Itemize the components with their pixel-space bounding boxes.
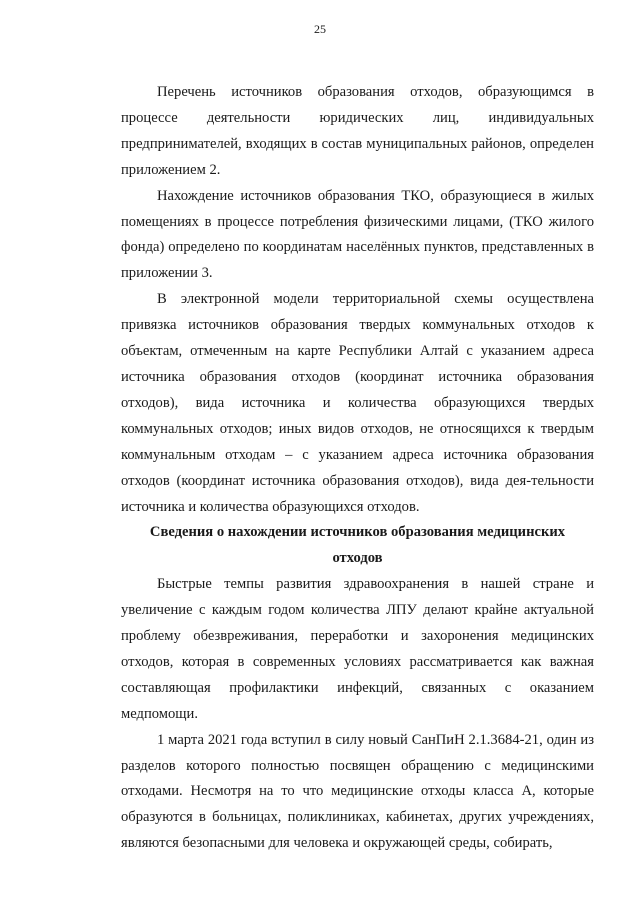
- document-body: [121, 80, 594, 857]
- paragraph-sanpin-2021: 1 марта 2021 года вступил в силу новый СанПиН 2.1.3684-21, один из разделов которого полностью посвящен обращению с медицинскими отходами. Несмотря на то что медицинские отходы класса А, которые образуются в больницах, поликлиниках, кабинетах, других учреждениях, являются безопасными для человека и окружающей среды, собирать,: [121, 731, 594, 852]
- paragraph-tko-sources-location: Нахождение источников образования ТКО, образующиеся в жилых помещениях в процессе потребления физическими лицами, (ТКО жилого фонда) определено по координатам населённых пунктов, представленных в приложении 3.: [121, 187, 594, 282]
- paragraph-healthcare-growth: Быстрые темпы развития здравоохранения в нашей стране и увеличение с каждым годом количества ЛПУ делают крайне актуальной проблему обезвреживания, переработки и захоронения медицинских отходов, которая в современных условиях рассматривается как важная составляющая профилактики инфекций, связанных с оказанием медпомощи.: [121, 576, 594, 722]
- paragraph-electronic-model: В электронной модели территориальной схемы осуществлена привязка источников образования твердых коммунальных отходов к объектам, отмеченным на карте Республики Алтай с указанием адреса источника образования отходов (координат источника образования отходов), вида источника и количества образующихся твердых коммунальных отходов; иных видов отходов, не относящихся к твердым коммунальным отходам – с указанием адреса источника образования отходов (координат источника образования отходов), вида дея-тельности источника и количества образующихся отходов.: [121, 291, 594, 515]
- page-number: 25: [314, 22, 326, 36]
- paragraph-waste-sources-list: Перечень источников образования отходов, образующимся в процессе деятельности юридических лиц, индивидуальных предпринимателей, входящих в состав муниципальных районов, определен приложением 2.: [121, 84, 594, 178]
- section-heading-medical-waste: Сведения о нахождении источников образования медицинских отходов: [149, 524, 566, 567]
